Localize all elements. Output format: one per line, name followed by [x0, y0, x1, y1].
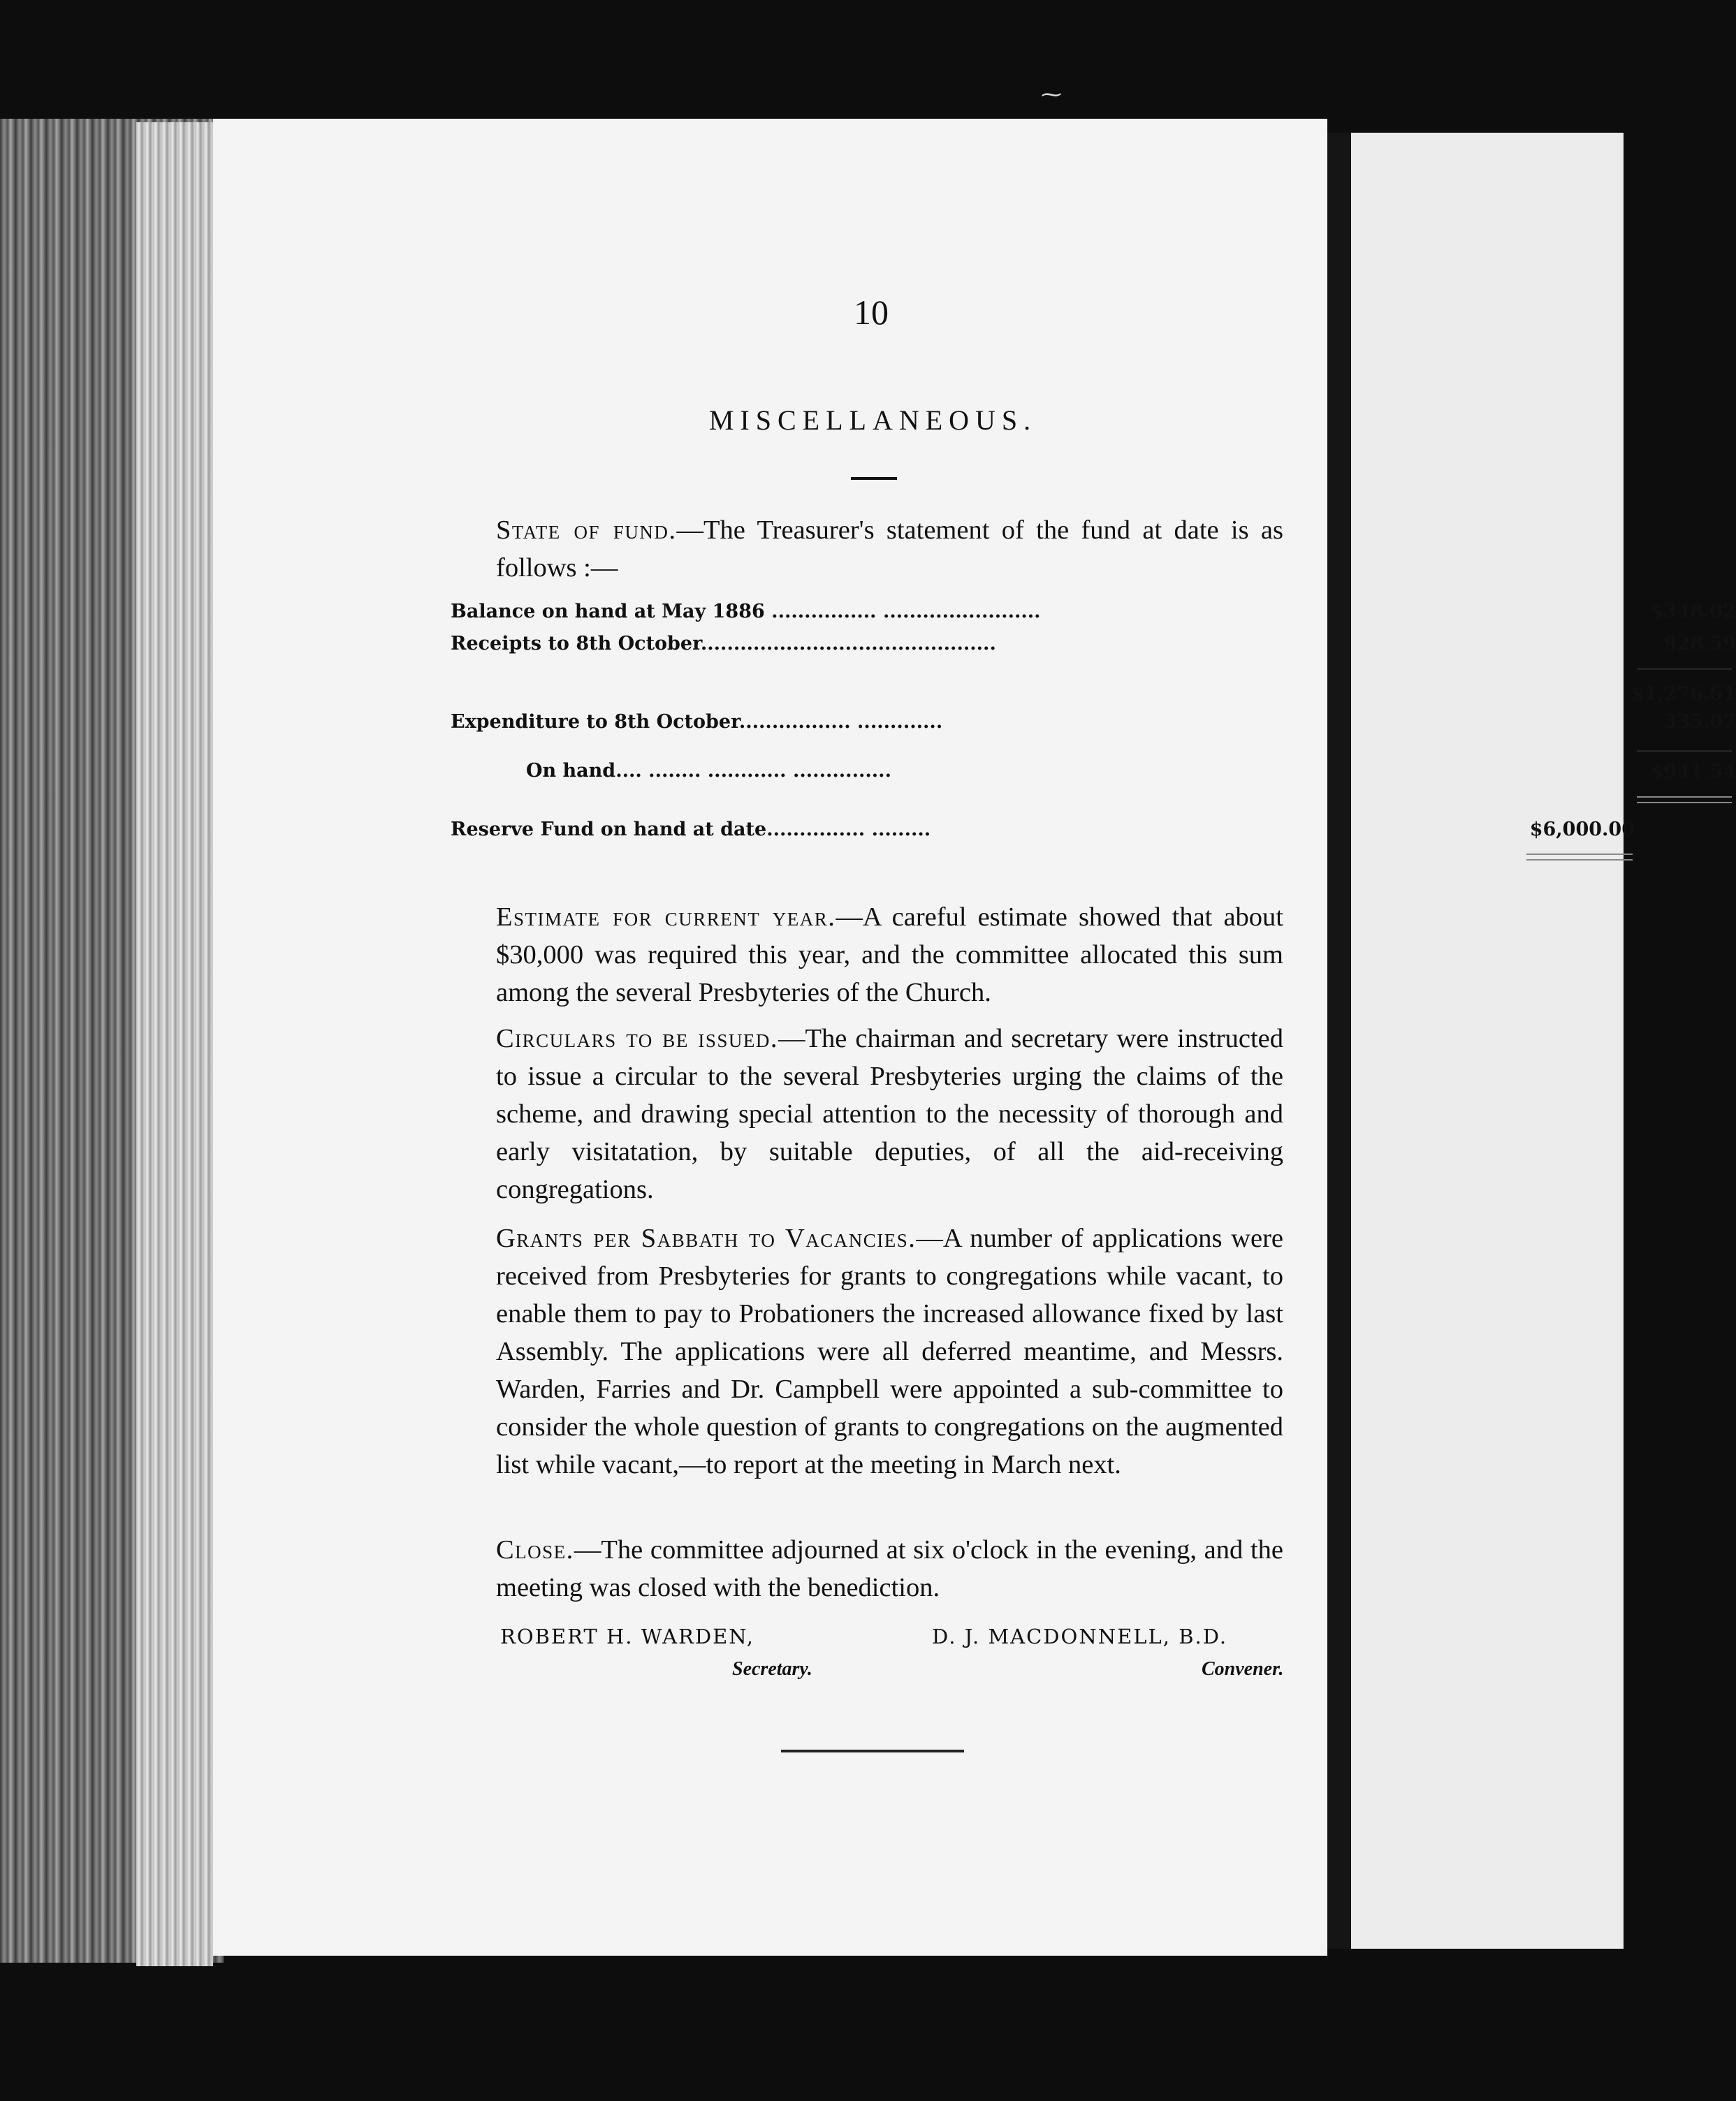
close-paragraph: [451, 1531, 1283, 1606]
secretary-title: Secretary.: [732, 1658, 812, 1680]
ledger-onhand-amount: $941.54: [1650, 761, 1736, 783]
ledger-receipts-label: Receipts to 8th October.............................................: [451, 633, 996, 654]
ledger-reserve-label: Reserve Fund on hand at date............... .........: [451, 819, 931, 840]
onhand-double-rule-2: [1637, 802, 1732, 803]
convener-signature: D. J. MACDONNELL, B.D.: [932, 1625, 1228, 1648]
grants-paragraph: [451, 1220, 1283, 1484]
ledger-subtotal: $1,276.61: [1631, 683, 1736, 705]
state-of-fund-text: —The Treasurer's statement of the fund at date is as follows :—: [496, 515, 1283, 583]
close-text: —The committee adjourned at six o'clock in the evening, and the meeting was closed with the benediction.: [496, 1535, 1283, 1602]
section-heading: MISCELLANEOUS.: [708, 404, 1037, 436]
page-number: 10: [854, 293, 889, 332]
circulars-lead: Circulars to be issued.: [496, 1024, 779, 1053]
ledger-balance-label: Balance on hand at May 1886 ................ ........................: [451, 601, 1041, 622]
ledger-expenditure-label: Expenditure to 8th October................. .............: [451, 711, 943, 733]
secretary-signature: ROBERT H. WARDEN,: [500, 1625, 755, 1648]
subtotal-rule: [1637, 668, 1732, 670]
ledger-expenditure-amount: 335.07: [1663, 711, 1736, 733]
circulars-paragraph: [451, 1020, 1283, 1208]
convener-title: Convener.: [1202, 1658, 1284, 1680]
ledger-receipts-amount: 928.59: [1663, 633, 1736, 654]
estimate-text: —A careful estimate showed that about $30,000 was required this year, and the committee allocated this sum among the several Presbyteries of the Church.: [496, 902, 1283, 1007]
onhand-double-rule-1: [1637, 796, 1732, 798]
end-rule: [781, 1750, 964, 1752]
ledger-reserve-amount: $6,000.00: [1529, 819, 1635, 840]
onhand-rule: [1637, 750, 1732, 752]
reserve-double-rule-2: [1526, 859, 1633, 861]
grants-lead: Grants per Sabbath to Vacancies.: [496, 1224, 917, 1253]
estimate-paragraph: [451, 898, 1283, 1011]
state-of-fund-paragraph: [451, 511, 1283, 587]
circulars-text: —The chairman and secretary were instructed to issue a circular to the several Presbyteries urging the claims of the scheme, and drawing special attention to the necessity of thorough and early visitatation, by suitable deputies, of all the aid-receiving congregations.: [496, 1024, 1283, 1204]
close-lead: Close.: [496, 1535, 574, 1565]
book-page-edges-inner: [136, 122, 213, 1966]
ledger-balance-amount: $348.02: [1650, 601, 1736, 622]
reserve-double-rule-1: [1526, 854, 1633, 855]
grants-text: —A number of applications were received from Presbyteries for grants to congregations while vacant, to enable them to pay to Probationers the increased allowance fixed by last Assembly. The applications were all deferred meantime, and Messrs. Warden, Farries and Dr. Campbell were appointed a sub-committee to consider the whole question of grants to congregations on the augmented list while vacant,—to report at the meeting in March next.: [496, 1224, 1283, 1479]
heading-rule: [851, 477, 897, 480]
scan-speck: ⁓: [1041, 83, 1062, 106]
ledger-onhand-label: On hand.... ........ ............ ...............: [526, 760, 891, 782]
state-of-fund-lead: State of fund.: [496, 515, 677, 545]
estimate-lead: Estimate for current year.: [496, 902, 836, 932]
